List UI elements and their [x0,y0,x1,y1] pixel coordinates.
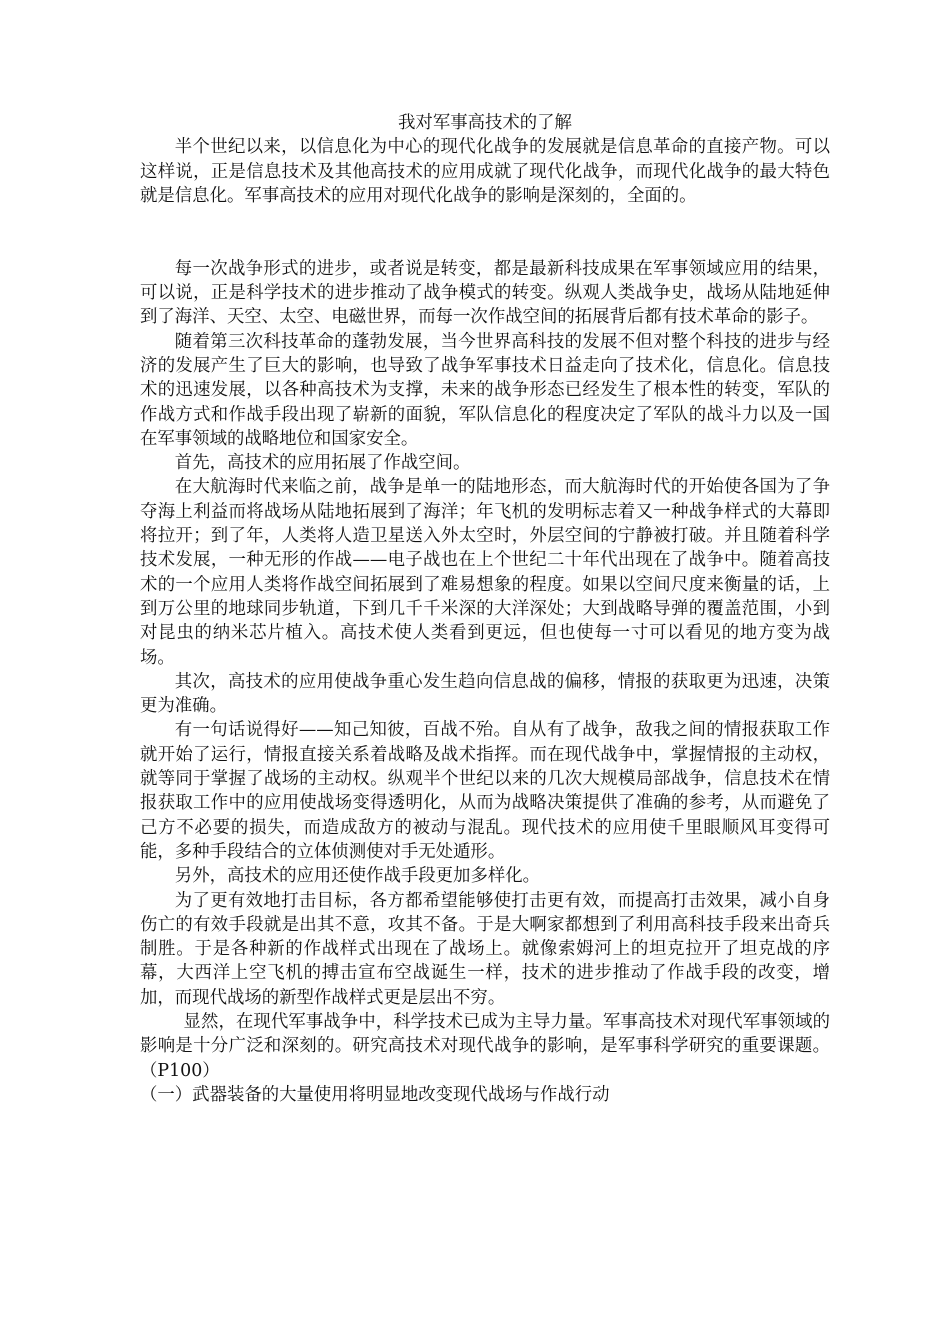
paragraph-combat-methods: 为了更有效地打击目标，各方都希望能够使打击更有效，而提高打击效果，减小自身伤亡的有效手段就是出其不意，攻其不备。于是大啊家都想到了利用高科技手段来出奇兵制胜。于是各种新的作战样式出现在了战场上。就像索姆河上的坦克拉开了坦克战的序幕，大西洋上空飞机的搏击宣布空战诞生一样，技术的进步推动了作战手段的改变，增加，而现代战场的新型作战样式更是层出不穷。 [140,890,830,1008]
heading-third-point: 另外，高技术的应用还使作战手段更加多样化。 [174,866,541,887]
paragraph-intro: 半个世纪以来，以信息化为中心的现代化战争的发展就是信息革命的直接产物。可以这样说，正是信息技术及其他高技术的应用成就了现代化战争，而现代化战争的最大特色就是信息化。军事高技术的应用对现代化战争的影响是深刻的，全面的。 [140,137,830,206]
heading-first-point: 首先，高技术的应用拓展了作战空间。 [174,453,471,474]
paragraph-intelligence: 有一句话说得好——知己知彼，百战不殆。自从有了战争，敌我之间的情报获取工作就开始了运行，情报直接关系着战略及战术指挥。而在现代战争中，掌握情报的主动权，就等同于掌握了战场的主动权。纵观半个世纪以来的几次大规模局部战争，信息技术在情报获取工作中的应用使战场变得透明化，从而为战略决策提供了准确的参考，从而避免了己方不必要的损失，而造成敌方的被动与混乱。现代技术的应用使千里眼顺风耳变得可能，多种手段结合的立体侦测使对手无处遁形。 [140,720,830,862]
blank-spacing [140,208,830,257]
heading-second-point: 其次，高技术的应用使战争重心发生趋向信息战的偏移，情报的获取更为迅速，决策更为准确。 [140,671,830,717]
paragraph-war-evolution: 每一次战争形式的进步，或者说是转变，都是最新科技成果在军事领域应用的结果，可以说，正是科学技术的进步推动了战争模式的转变。纵观人类战争史，战场从陆地延伸到了海洋、天空、太空、电磁世界，而每一次作战空间的拓展背后都有技术革命的影子。 [140,258,830,328]
section-heading-weapons: （一）武器装备的大量使用将明显地改变现代战场与作战行动 [140,1084,610,1105]
document-title: 我对军事高技术的了解 [398,113,572,133]
paragraph-conclusion: 显然，在现代军事战争中，科学技术已成为主导力量。军事高技术对现代军事领域的影响是十分广泛和深刻的。研究高技术对现代战争的影响，是军事科学研究的重要课题。（P100） [140,1011,830,1081]
document-body [140,111,830,1107]
paragraph-third-tech-revolution: 随着第三次科技革命的蓬勃发展，当今世界高科技的发展不但对整个科技的进步与经济的发展产生了巨大的影响，也导致了战争军事技术日益走向了技术化，信息化。信息技术的迅速发展，以各种高技术为支撑，未来的战争形态已经发生了根本性的转变，军队的作战方式和作战手段出现了崭新的面貌，军队信息化的程度决定了军队的战斗力以及一国在军事领域的战略地位和国家安全。 [140,331,830,449]
paragraph-battle-space: 在大航海时代来临之前，战争是单一的陆地形态，而大航海时代的开始使各国为了争夺海上利益而将战场从陆地拓展到了海洋；年飞机的发明标志着又一种战争样式的大幕即将拉开；到了年，人类将人造卫星送入外太空时，外层空间的宁静被打破。并且随着科学技术发展，一种无形的作战——电子战也在上个世纪二十年代出现在了战争中。随着高技术的一个应用人类将作战空间拓展到了难易想象的程度。如果以空间尺度来衡量的话，上到万公里的地球同步轨道，下到几千千米深的大洋深处；大到战略导弹的覆盖范围，小到对昆虫的纳米芯片植入。高技术使人类看到更远，但也使每一寸可以看见的地方变为战场。 [140,477,830,668]
